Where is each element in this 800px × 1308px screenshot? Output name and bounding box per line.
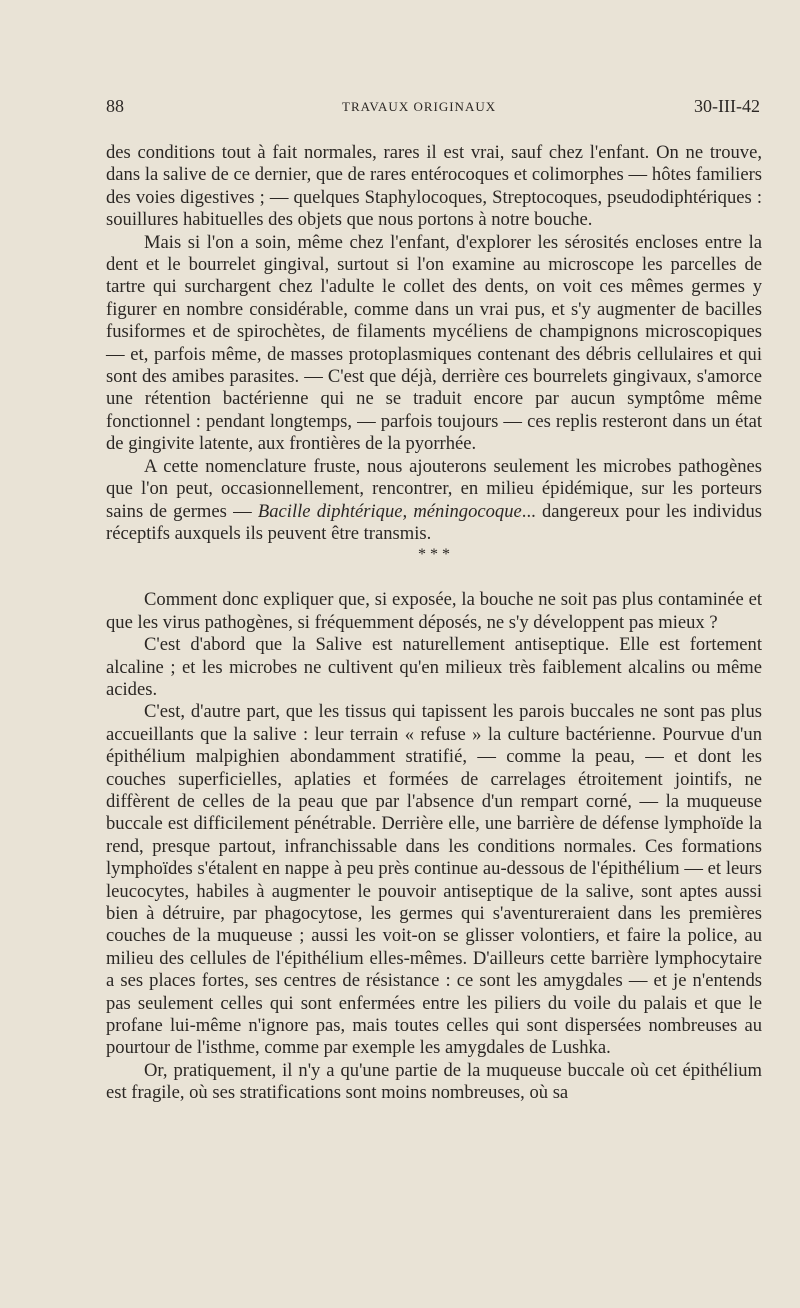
body-text — [106, 142, 762, 1105]
paragraph-3-start: A cette nomenclature fruste, nous ajouterons seulement les microbes pathogènes que l'on peut, occasionnellement, rencontrer, en milieu épidémique, sur les porteurs sains de germes — — [106, 455, 762, 522]
paragraph-4: Comment donc expliquer que, si exposée, la bouche ne soit pas plus contaminée et que les virus pathogènes, si fréquemment déposés, ne s'y développent pas mieux ? — [106, 589, 762, 633]
paragraph-7: Or, pratiquement, il n'y a qu'une partie de la muqueuse buccale où cet épithélium est fragile, où ses stratifications sont moins nombreuses, où sa — [106, 1059, 762, 1104]
section-separator: * * * — [418, 546, 450, 564]
page-number: 88 — [106, 96, 124, 116]
running-header — [106, 96, 760, 120]
paragraph-3 — [106, 456, 762, 546]
paragraph-1: des conditions tout à fait normales, rares il est vrai, sauf chez l'enfant. On ne trouve, dans la salive de ce dernier, que de rares entérocoques et colimorphes — hôtes familiers des voies digestives ; — quelques Staphylocoques, Streptocoques, pseudodiphtériques : souillures habituelles des objets que nous portons à notre bouche. — [106, 142, 762, 231]
paragraph-5: C'est d'abord que la Salive est naturellement antiseptique. Elle est fortement alcaline ; et les microbes ne cultivent qu'en milieux très faiblement alcalins ou même acides. — [106, 634, 762, 700]
paragraph-3-end: ... dangereux pour les individus réceptifs auxquels ils peuvent être transmis. — [106, 500, 762, 544]
paragraph-6: C'est, d'autre part, que les tissus qui tapissent les parois buccales ne sont pas plus accueillants que la salive : leur terrain « refuse » la culture bactérienne. Pourvue d'un épithélium malpighien abondamment stratifié, — comme la peau, — et dont les couches superficielles, aplaties et formées de carrelages étroitement jointifs, ne diffèrent de celles de la peau que par l'absence d'un rempart corné, — la muqueuse buccale est difficilement pénétrable. Derrière elle, une barrière de défense lymphoïde la rend, presque partout, infranchissable dans les conditions normales. Ces formations lymphoïdes s'étalent en nappe à peu près continue au-dessous de l'épithélium — et leurs leucocytes, habiles à augmenter le pouvoir antiseptique de la salive, sont aptes aussi bien à détruire, par phagocytose, les germes qui s'aventureraient dans les premières couches de la muqueuse ; aussi les voit-on se glisser volontiers, et faire la police, au milieu des cellules de l'épithélium elles-mêmes. D'ailleurs cette barrière lymphocytaire a ses places fortes, ses centres de résistance : ce sont les amygdales — et je n'entends pas seulement celles qui sont enfermées entre les piliers du voile du palais et que le profane lui-même n'ignore pas, mais toutes celles qui sont dispersées nombreuses au pourtour de l'isthme, comme par exemple les amygdales de Lushka. — [106, 701, 762, 1059]
issue-date: 30-III-42 — [694, 96, 760, 116]
running-title: TRAVAUX ORIGINAUX — [342, 99, 497, 114]
paragraph-2: Mais si l'on a soin, même chez l'enfant, d'explorer les sérosités encloses entre la dent et le bourrelet gingival, surtout si l'on examine au microscope les parcelles de tartre qui surchargent chez l'adulte le collet des dents, on voit ces mêmes germes y figurer en nombre considérable, comme dans un vrai pus, et s'y augmenter de bacilles fusiformes et de spirochètes, de filaments mycéliens de champignons microscopiques — et, parfois même, de masses protoplasmiques contenant des débris cellulaires et qui sont des amibes parasites. — C'est que déjà, derrière ces bourrelets gingivaux, s'amorce une rétention bactérienne qui ne se traduit encore par aucun symptôme même fonctionnel : pendant longtemps, — parfois toujours — ces replis resteront dans un état de gingivite latente, aux frontières de la pyorrhée. — [106, 231, 762, 455]
paragraph-3-italic: Bacille diphtérique, méningocoque — [257, 500, 522, 522]
